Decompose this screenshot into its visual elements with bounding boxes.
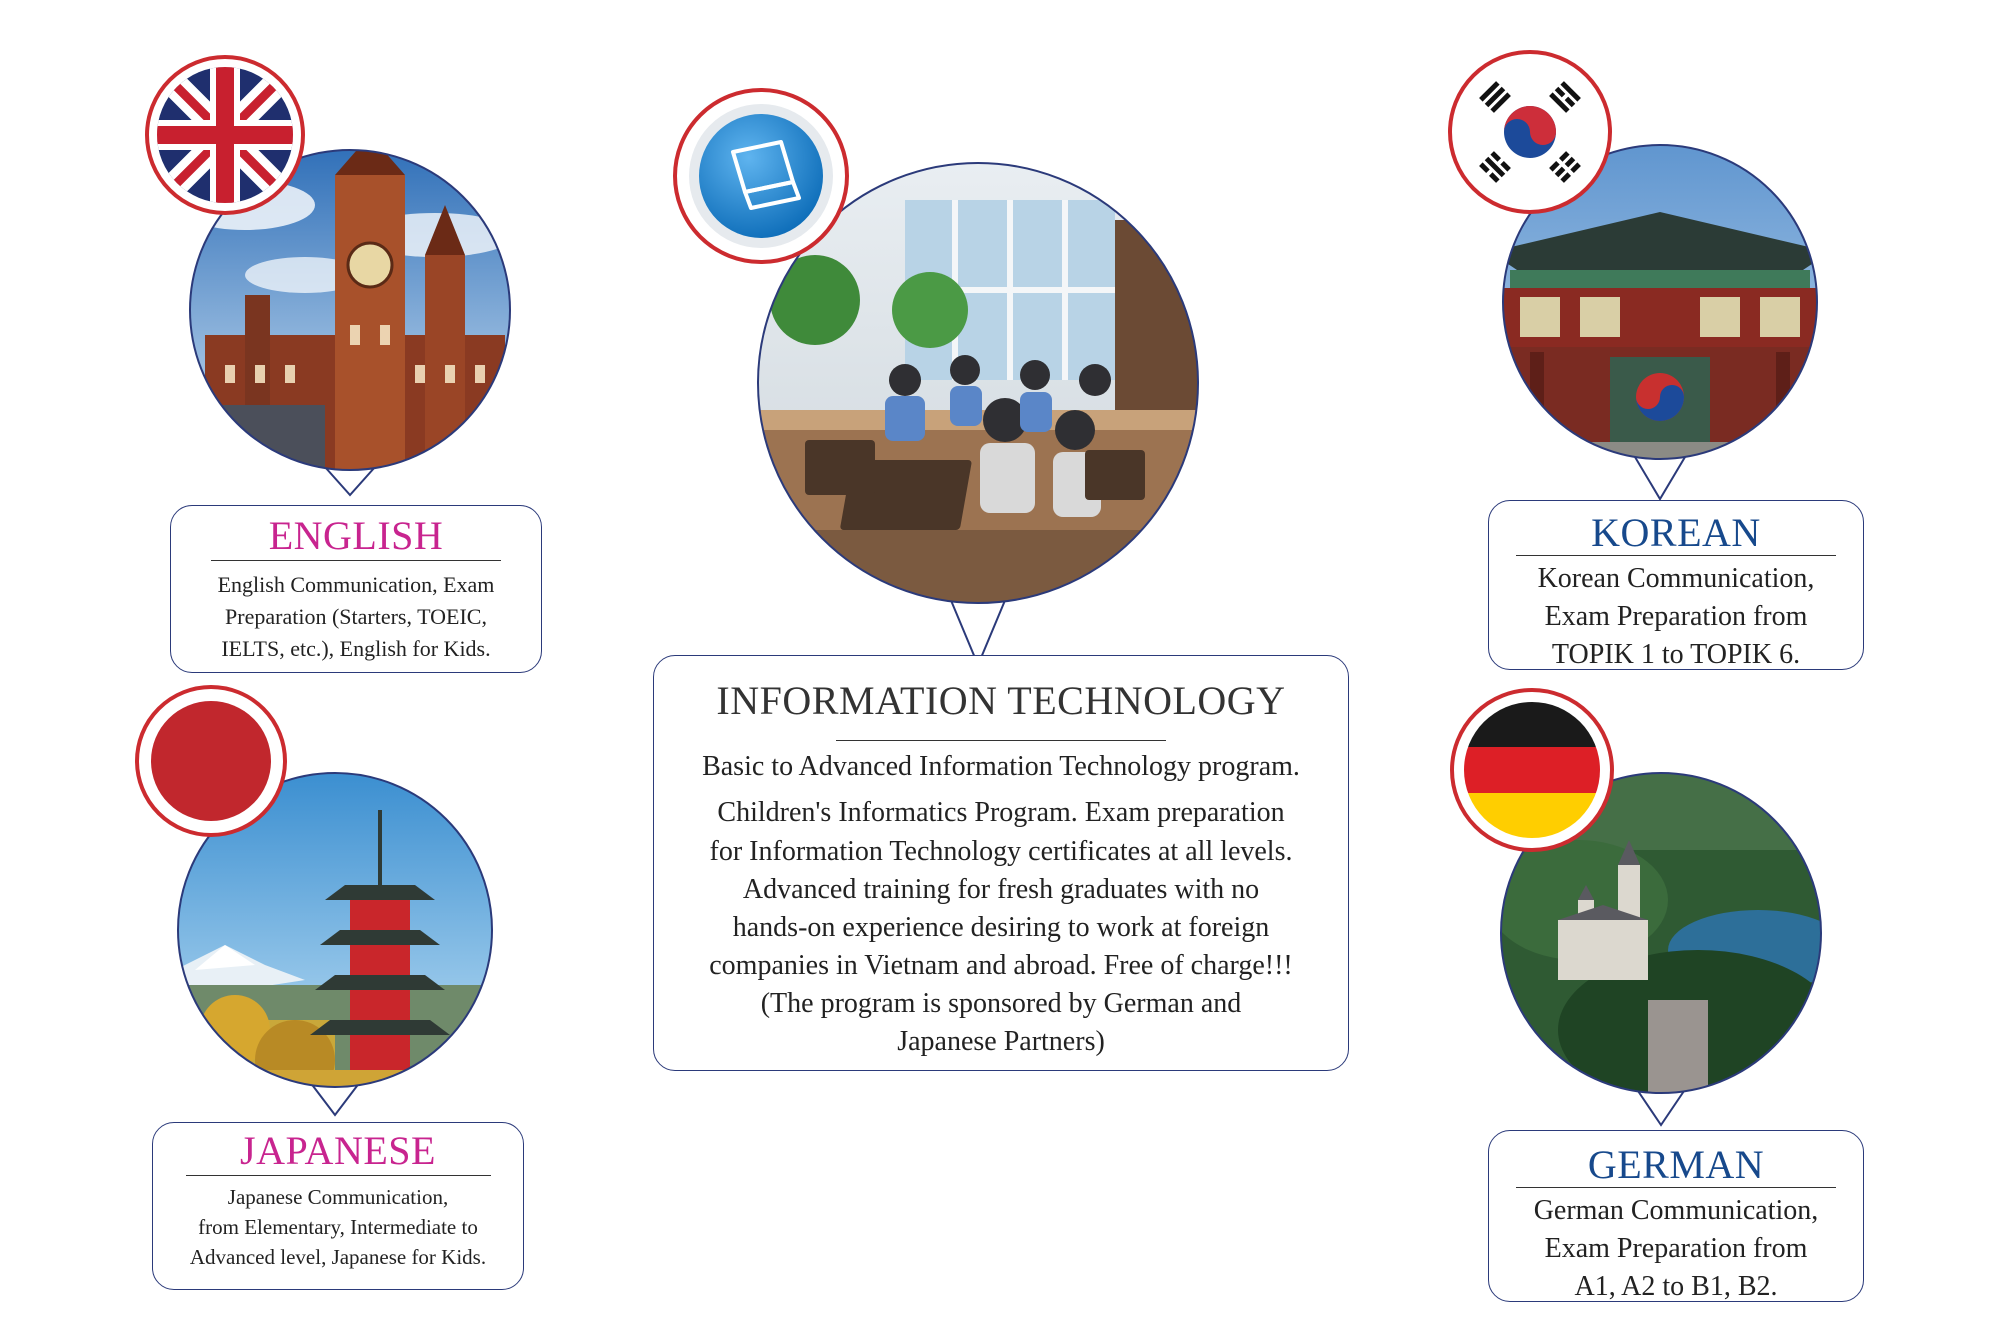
it-title-rule <box>836 740 1166 741</box>
it-title: INFORMATION TECHNOLOGY <box>716 678 1286 723</box>
german-card <box>1488 1130 1864 1302</box>
german-line-2: Exam Preparation from <box>1544 1233 1808 1264</box>
it-line-5: hands-on experience desiring to work at foreign <box>732 912 1270 943</box>
uk-flag-badge <box>145 55 305 215</box>
it-line-2: Children's Informatics Program. Exam preparation <box>717 797 1285 828</box>
german-line-1: German Communication, <box>1533 1195 1819 1226</box>
korean-card <box>1488 500 1864 670</box>
uk-flag-icon <box>149 59 301 211</box>
english-line-2: Preparation (Starters, TOEIC, <box>225 604 487 629</box>
japanese-title-rule <box>186 1175 491 1176</box>
korean-line-1: Korean Communication, <box>1537 563 1815 594</box>
korean-line-2: Exam Preparation from <box>1544 601 1808 632</box>
korean-line-3: TOPIK 1 to TOPIK 6. <box>1551 639 1801 670</box>
german-title: GERMAN <box>1587 1142 1765 1187</box>
german-title-rule <box>1516 1187 1836 1188</box>
japan-flag-icon <box>139 689 283 833</box>
it-line-3: for Information Technology certificates at all levels. <box>709 836 1293 867</box>
germany-flag-badge <box>1450 688 1614 852</box>
japanese-card <box>152 1122 524 1290</box>
it-line-8: Japanese Partners) <box>897 1026 1105 1057</box>
it-card <box>653 655 1349 1071</box>
laptop-icon <box>677 92 845 260</box>
english-line-3: IELTS, etc.), English for Kids. <box>221 636 491 661</box>
english-card <box>170 505 542 673</box>
korea-flag-icon <box>1452 54 1608 210</box>
japan-flag-badge <box>135 685 287 837</box>
it-icon-badge <box>673 88 849 264</box>
it-line-7: (The program is sponsored by German and <box>760 988 1242 1019</box>
it-line-6: companies in Vietnam and abroad. Free of charge!!! <box>709 950 1293 981</box>
japanese-line-3: Advanced level, Japanese for Kids. <box>189 1245 487 1269</box>
english-line-1: English Communication, Exam <box>217 572 495 597</box>
english-title-rule <box>211 560 501 561</box>
german-line-3: A1, A2 to B1, B2. <box>1574 1271 1778 1302</box>
english-title: ENGLISH <box>268 513 444 558</box>
japanese-title: JAPANESE <box>240 1128 436 1173</box>
korean-title-rule <box>1516 555 1836 556</box>
korean-title: KOREAN <box>1591 510 1761 555</box>
it-line-4: Advanced training for fresh graduates with no <box>742 874 1260 905</box>
it-line-1: Basic to Advanced Information Technology program. <box>702 751 1300 782</box>
japanese-line-2: from Elementary, Intermediate to <box>198 1215 478 1239</box>
japanese-line-1: Japanese Communication, <box>227 1185 449 1209</box>
germany-flag-icon <box>1454 692 1610 848</box>
korea-flag-badge <box>1448 50 1612 214</box>
